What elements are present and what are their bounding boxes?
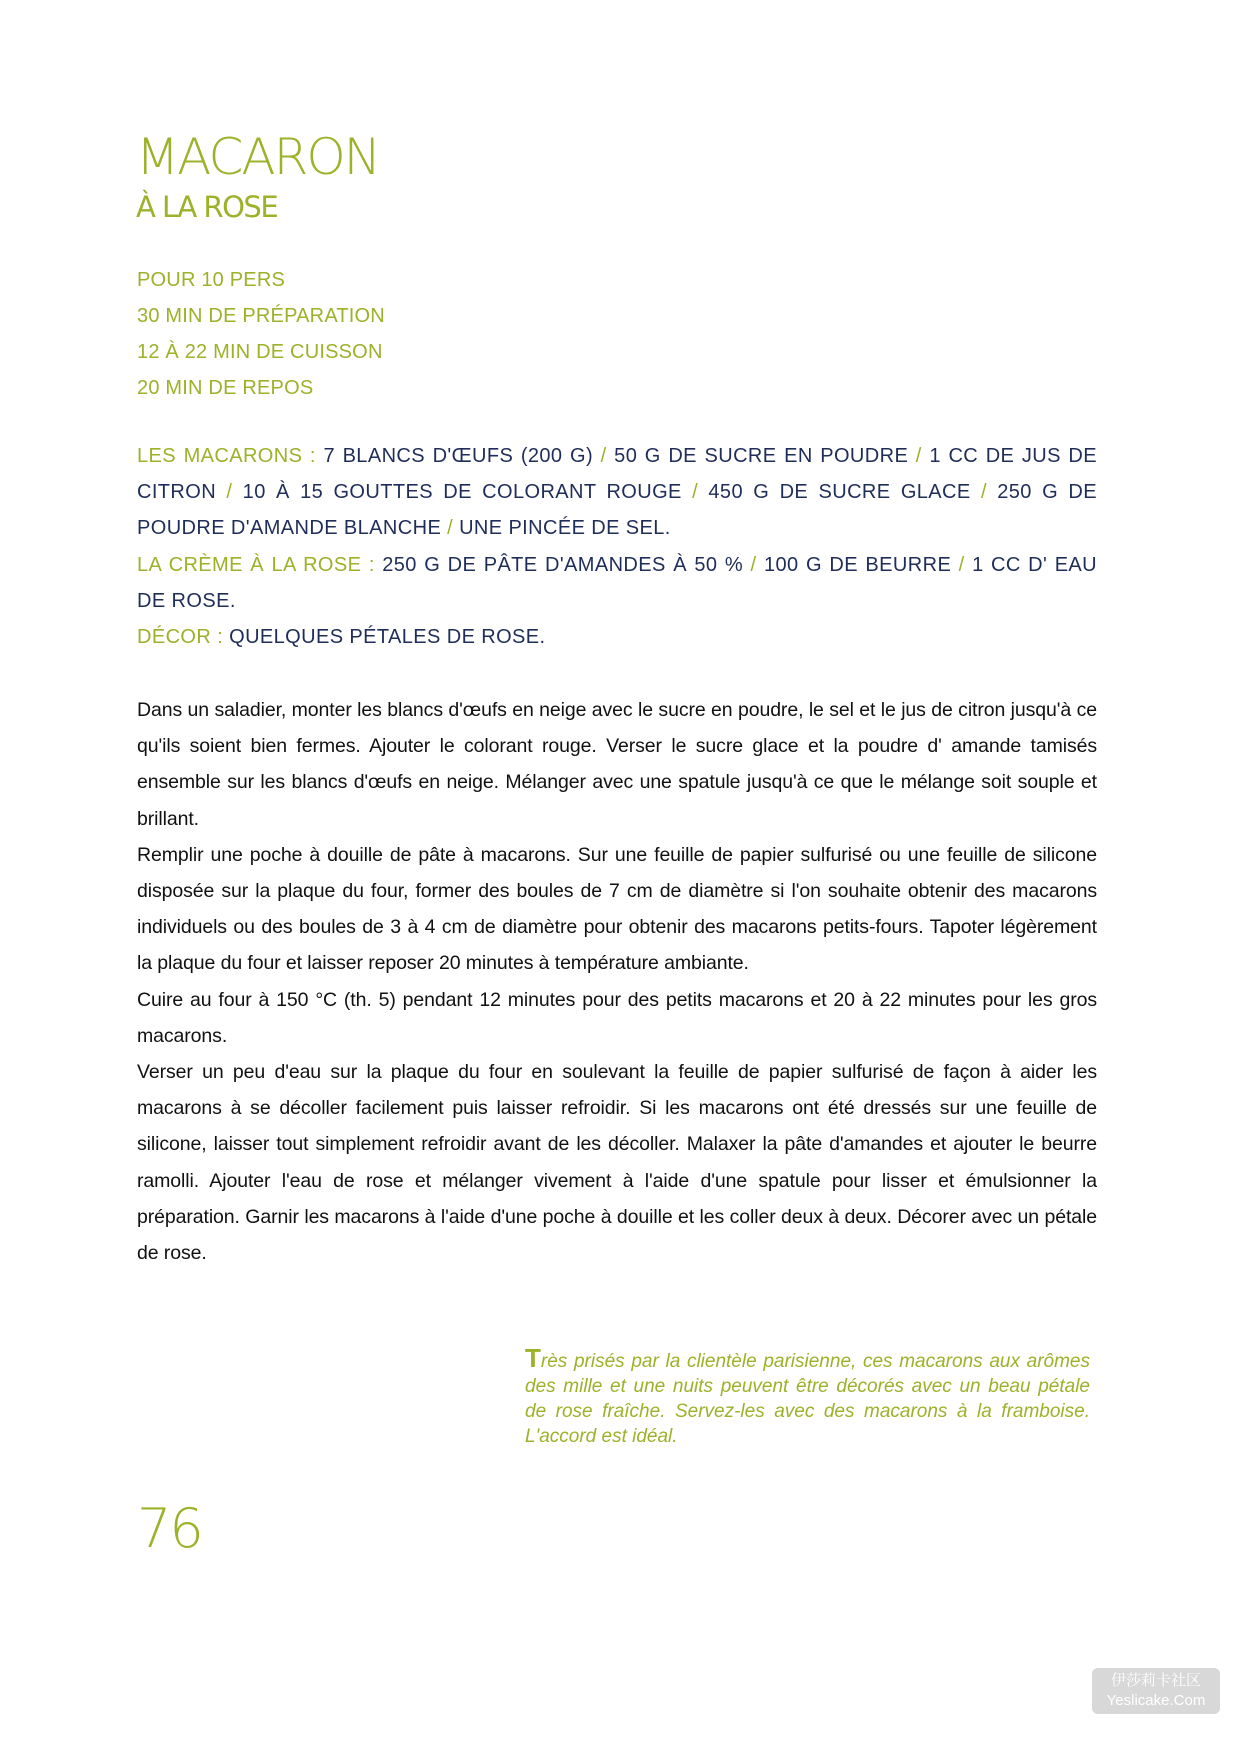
instruction-paragraph: Cuire au four à 150 °C (th. 5) pendant 12 minutes pour des petits macarons et 20 à 22 minutes pour les gros macarons. (137, 988, 1097, 1047)
ingredient-item: UNE PINCÉE DE SEL. (459, 517, 671, 540)
serving-tip-quote (525, 1343, 1090, 1449)
ingredient-item: 1 CC D' EAU DE ROSE. (137, 553, 1098, 612)
ingredient-item: 250 G DE PÂTE D'AMANDES À 50 % (382, 553, 744, 576)
rest-time: 20 MIN DE REPOS (137, 377, 314, 399)
ingredient-separator: / (441, 517, 460, 540)
watermark-line2: Yeslicake.Com (1106, 1692, 1206, 1709)
instruction-paragraph: Verser un peu d'eau sur la plaque du four en soulevant la feuille de papier sulfurisé de façon à aider les macarons à se décoller facilement puis laisser refroidir. Si les macarons ont été dressés sur une feuille de silicone, laisser tout simplement refroidir avant de les décoller. Malaxer la pâte d'amandes et ajouter le beurre ramolli. Ajouter l'eau de rose et mélanger vivement à l'aide d'une spatule pour lisser et émulsionner la préparation. Garnir les macarons à l'aide d'une poche à douille et les coller deux à deux. Décorer avec un pétale de rose. (137, 1061, 1097, 1265)
ingredients-decor-items (229, 626, 545, 648)
instructions-block (137, 692, 1097, 1271)
instruction-paragraph: Remplir une poche à douille de pâte à macarons. Sur une feuille de papier sulfurisé ou une feuille de silicone disposée sur la plaque du four, former des boules de 7 cm de diamètre si l'on souhaite obtenir des macarons individuels ou des boules de 3 à 4 cm de diamètre pour obtenir des macarons petits-fours. Tapoter légèrement la plaque du four et laisser reposer 20 minutes à température ambiante. (137, 843, 1097, 975)
ingredient-item: 100 G DE BEURRE (763, 553, 952, 576)
ingredients-decor (137, 619, 1097, 655)
ingredients-creme (137, 547, 1097, 619)
cook-time: 12 À 22 MIN DE CUISSON (137, 341, 383, 363)
ingredient-separator: / (951, 553, 973, 576)
ingredients-block (137, 438, 1097, 655)
ingredient-item: 450 G DE SUCRE GLACE (708, 481, 971, 504)
ingredient-item: 1 CC DE JUS DE CITRON (137, 445, 1098, 504)
ingredient-item: 50 G DE SUCRE EN POUDRE (614, 445, 909, 467)
ingredients-macarons (137, 438, 1097, 547)
recipe-title: MACARON (136, 128, 380, 186)
watermark-logo (1092, 1668, 1220, 1714)
ingredient-separator: / (743, 553, 764, 576)
recipe-meta-list (137, 262, 385, 406)
ingredient-separator: / (970, 481, 998, 504)
ingredient-separator: / (593, 445, 615, 467)
ingredients-creme-label: LA CRÈME À LA ROSE : (137, 553, 383, 576)
ingredient-item: 7 BLANCS D'ŒUFS (200 G) (323, 445, 594, 467)
ingredient-separator: / (681, 481, 709, 504)
ingredient-item: 10 À 15 GOUTTES DE COLORANT ROUGE (242, 481, 682, 504)
servings: POUR 10 PERS (137, 269, 286, 291)
ingredients-macarons-label: LES MACARONS : (137, 445, 324, 467)
page-number: 76 (137, 1497, 202, 1560)
watermark-line1: 伊莎莉卡社区 (1110, 1672, 1201, 1689)
quote-dropcap: T (525, 1343, 541, 1373)
prep-time: 30 MIN DE PRÉPARATION (137, 305, 385, 327)
ingredient-item: 250 G DE POUDRE D'AMANDE BLANCHE (137, 481, 1097, 540)
ingredients-decor-label: DÉCOR : (137, 626, 230, 649)
instruction-paragraph: Dans un saladier, monter les blancs d'œufs en neige avec le sucre en poudre, le sel et le jus de citron jusqu'à ce qu'ils soient bien fermes. Ajouter le colorant rouge. Verser le sucre glace et la poudre d' amande tamisés ensemble sur les blancs d'œufs en neige. Mélanger avec une spatule jusqu'à ce que le mélange soit souple et brillant. (137, 699, 1097, 830)
ingredient-item: QUELQUES PÉTALES DE ROSE. (229, 626, 546, 649)
quote-text: rès prisés par la clientèle parisienne, ces macarons aux arômes des mille et une nuits peuvent être décorés avec un beau pétale de rose fraîche. Servez-les avec des macarons à la framboise. L'accord est idéal. (525, 1351, 1090, 1447)
ingredient-separator: / (908, 445, 930, 467)
recipe-subtitle: À LA ROSE (136, 190, 278, 224)
ingredient-separator: / (216, 481, 243, 504)
